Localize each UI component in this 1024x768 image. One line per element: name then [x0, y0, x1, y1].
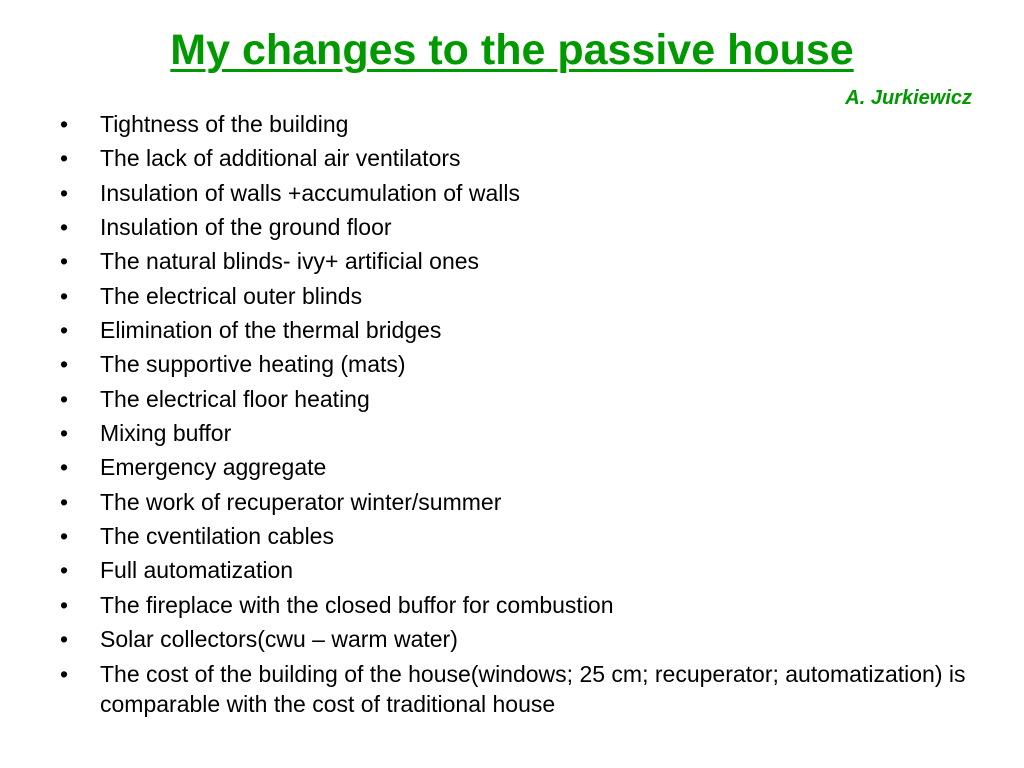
bullet-icon: •: [60, 385, 69, 412]
list-item-text: Tightness of the building: [100, 111, 349, 137]
bullet-icon: •: [60, 523, 69, 550]
list-item-text: The cventilation cables: [100, 523, 334, 550]
list-item-text: The electrical outer blinds: [100, 282, 363, 309]
bullet-icon: •: [60, 660, 69, 687]
list-item: [60, 452, 980, 482]
list-item-text: Mixing buffor: [100, 420, 232, 447]
list-item: [60, 659, 980, 719]
list-item-text: Emergency aggregate: [100, 454, 327, 481]
bullet-icon: •: [60, 454, 69, 481]
list-item: [60, 349, 980, 379]
list-item: [60, 143, 980, 173]
bullet-icon: •: [60, 111, 69, 137]
bullet-icon: •: [60, 626, 69, 653]
list-item-text: Insulation of walls +accumulation of walls: [100, 179, 520, 206]
list-item-text: The electrical floor heating: [100, 385, 370, 412]
bullet-list: [60, 109, 980, 723]
list-item-text: Solar collectors(cwu – warm water): [100, 626, 458, 653]
slide-author: A. Jurkiewicz: [845, 87, 972, 109]
list-item-text: Full automatization: [100, 557, 294, 584]
list-item-text: The lack of additional air ventilators: [100, 145, 461, 172]
list-item: [60, 109, 980, 139]
bullet-icon: •: [60, 591, 69, 618]
list-item: [60, 281, 980, 311]
list-item: [60, 315, 980, 345]
list-item: [60, 555, 980, 585]
list-item: [60, 178, 980, 208]
bullet-icon: •: [60, 351, 69, 378]
slide-title: My changes to the passive house: [170, 26, 854, 74]
bullet-icon: •: [60, 420, 69, 447]
bullet-icon: •: [60, 145, 69, 172]
list-item-text: The cost of the building of the house(windows; 25 cm; recuperator; automatization) is comparable with the cost of traditional house: [100, 660, 966, 717]
list-item-text: The natural blinds- ivy+ artificial ones: [100, 248, 480, 275]
bullet-icon: •: [60, 282, 69, 309]
list-item: [60, 487, 980, 517]
bullet-icon: •: [60, 179, 69, 206]
list-item-text: The fireplace with the closed buffor for combustion: [100, 591, 614, 618]
list-item-text: Elimination of the thermal bridges: [100, 317, 442, 344]
list-item: [60, 384, 980, 414]
list-item-text: The work of recuperator winter/summer: [100, 488, 502, 515]
list-item-text: Insulation of the ground floor: [100, 214, 392, 241]
bullet-icon: •: [60, 248, 69, 275]
bullet-icon: •: [60, 488, 69, 515]
list-item: [60, 212, 980, 242]
list-item: [60, 521, 980, 551]
bullet-icon: •: [60, 214, 69, 241]
bullet-icon: •: [60, 317, 69, 344]
list-item-text: The supportive heating (mats): [100, 351, 406, 378]
list-item: [60, 590, 980, 620]
list-item: [60, 624, 980, 654]
bullet-icon: •: [60, 557, 69, 584]
list-item: [60, 418, 980, 448]
list-item: [60, 246, 980, 276]
